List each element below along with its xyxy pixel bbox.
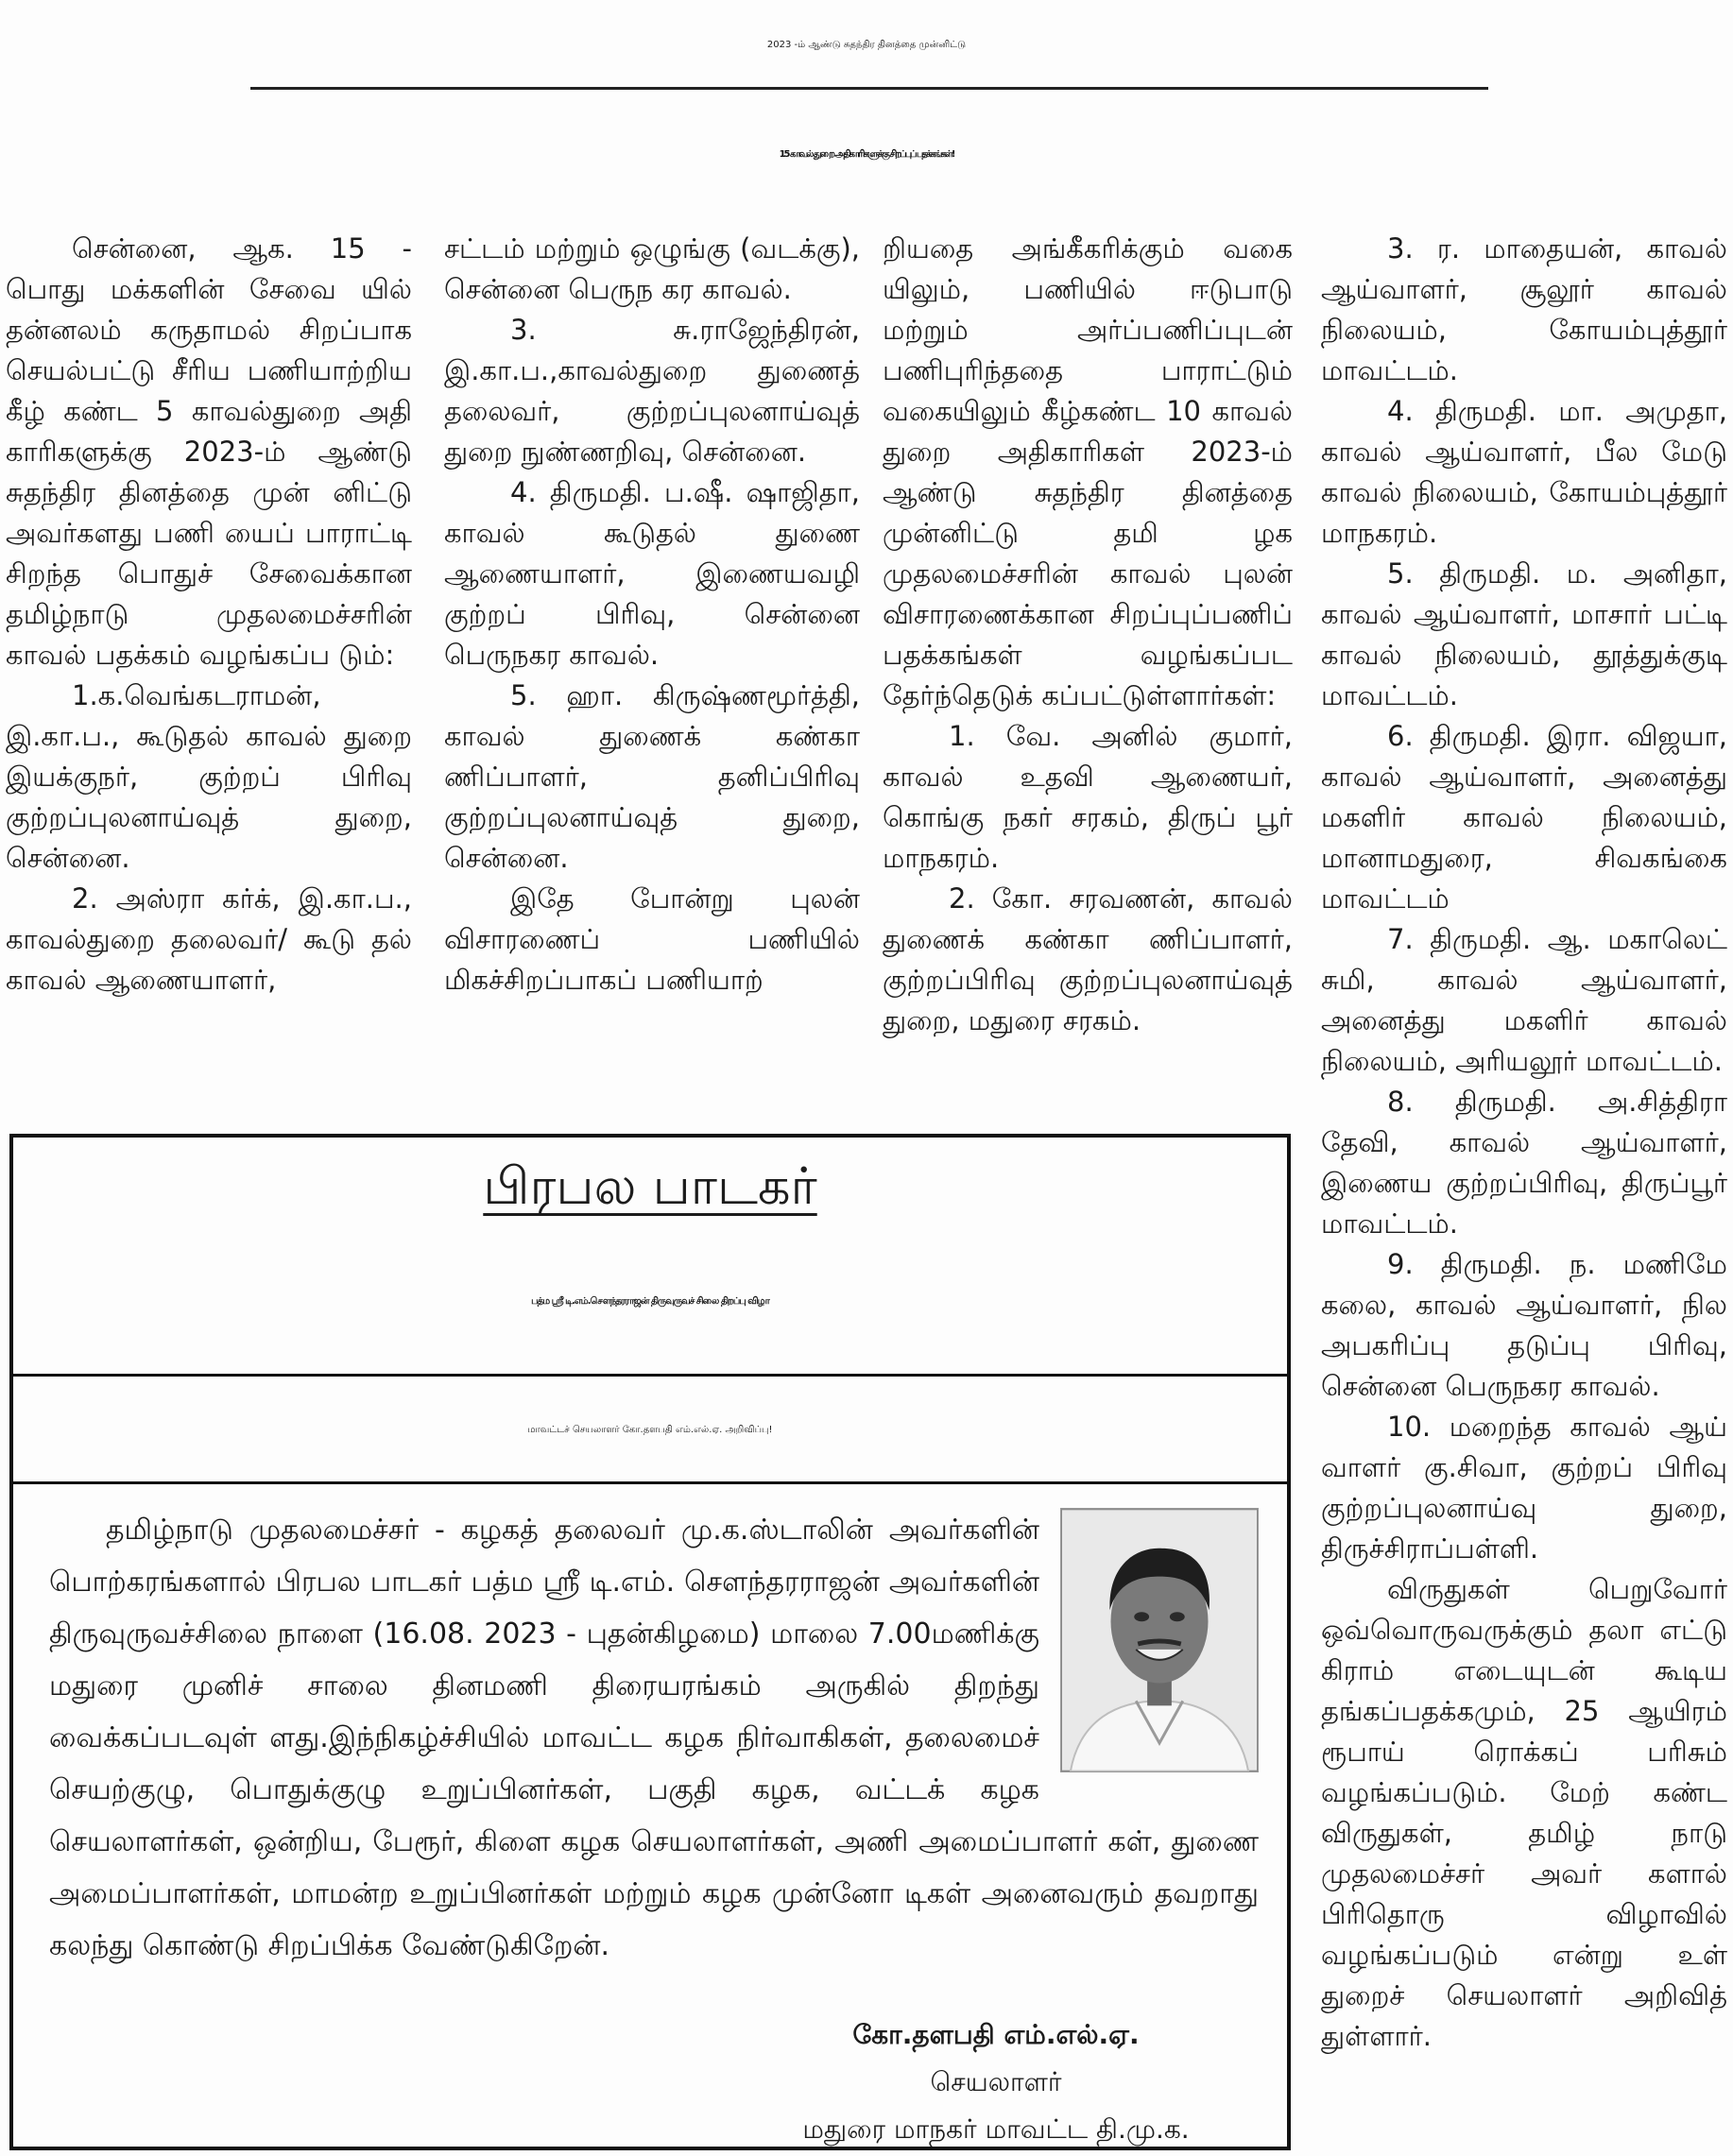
portrait-photo-frame <box>1060 1508 1259 1772</box>
announcement-divider <box>13 1374 1287 1377</box>
article-paragraph: 7. திருமதி. ஆ. மகாலெட் சுமி, காவல் ஆய்வாளர், அனைத்து மகளிர் காவல் நிலையம், அரியலூர் மாவட்டம். <box>1321 923 1727 1077</box>
article-paragraph: 2. கோ. சரவணன், காவல் துணைக் கண்கா ணிப்பாளர், குற்றப்பிரிவு குற்றப்புலனாய்வுத் துறை, மதுரை சரகம். <box>883 882 1293 1036</box>
signature-organization: மதுரை மாநகர் மாவட்ட தி.மு.க. <box>802 2113 1190 2145</box>
article-paragraph: 1.க.வெங்கடராமன், இ.கா.ப., கூடுதல் காவல் துறை இயக்குநர், குற்றப் பிரிவு குற்றப்புலனாய்வுத் துறை, சென்னை. <box>6 679 412 874</box>
article-paragraph: சட்டம் மற்றும் ஒழுங்கு (வடக்கு), சென்னை பெருந கர காவல். <box>444 232 860 305</box>
announcement-kicker-text: பிரபல பாடகர் <box>483 1156 817 1216</box>
signature-name: கோ.தளபதி எம்.எல்.ஏ. <box>852 2019 1140 2050</box>
announcement-box <box>9 1134 1291 2150</box>
announcement-subtitle: மாவட்டச் செயலாளர் கோ.தளபதி எம்.எல்.ஏ. அறிவிப்பு! <box>527 1425 773 1435</box>
article-paragraph: 4. திருமதி. ப.ஷீ. ஷாஜிதா, காவல் கூடுதல் துணை ஆணையாளர், இணையவழி குற்றப் பிரிவு, சென்னை பெருநகர காவல். <box>444 476 860 671</box>
article-column-2 <box>444 229 860 1001</box>
portrait-photo <box>1060 1508 1259 1772</box>
kicker-underline <box>250 87 1488 90</box>
article-paragraph: 1. வே. அனில் குமார், காவல் உதவி ஆணையர், கொங்கு நகர் சரகம், திருப் பூர் மாநகரம். <box>883 720 1293 874</box>
signature-role: செயலாளர் <box>930 2066 1062 2097</box>
article-paragraph: 10. மறைந்த காவல் ஆய் வாளர் கு.சிவா, குற்றப் பிரிவு குற்றப்புலனாய்வு துறை, திருச்சிராப்பள்ளி. <box>1321 1411 1727 1565</box>
article-column-4 <box>1321 229 1727 2057</box>
article-paragraph: விருதுகள் பெறுவோர் ஒவ்வொருவருக்கும் தலா எட்டு கிராம் எடையுடன் கூடிய தங்கப்பதக்கமும், 25 ஆயிரம் ரூபாய் ரொக்கப் பரிசும் வழங்கப்படும். மேற் கண்ட விருதுகள், தமிழ் நாடு முதலமைச்சர் அவர் களால் பிரிதொரு விழாவில் வழங்கப்படும் என்று உள் துறைச் செயலாளர் அறிவித் துள்ளார். <box>1321 1573 1727 2052</box>
article-kicker: 2023 -ம் ஆண்டு சுதந்திர தினத்தை முன்னிட்டு <box>766 40 967 50</box>
article-paragraph: 6. திருமதி. இரா. விஜயா, காவல் ஆய்வாளர், அனைத்து மகளிர் காவல் நிலையம், மானாமதுரை, சிவகங்கை மாவட்டம் <box>1321 720 1727 915</box>
announcement-divider <box>13 1481 1287 1484</box>
article-column-1 <box>6 229 412 1001</box>
article-paragraph: 5. ஹா. கிருஷ்ணமூர்த்தி, காவல் துணைக் கண்கா ணிப்பாளர், தனிப்பிரிவு குற்றப்புலனாய்வுத் துறை, சென்னை. <box>444 679 860 874</box>
article-paragraph: 3. சு.ராஜேந்திரன், இ.கா.ப.,காவல்துறை துணைத் தலைவர், குற்றப்புலனாய்வுத் துறை நுண்ணறிவு, சென்னை. <box>444 314 860 468</box>
article-paragraph: 8. திருமதி. அ.சித்திரா தேவி, காவல் ஆய்வாளர், இணைய குற்றப்பிரிவு, திருப்பூர் மாவட்டம். <box>1321 1086 1727 1240</box>
article-paragraph: 3. ர. மாதையன், காவல் ஆய்வாளர், சூலூர் காவல் நிலையம், கோயம்புத்தூர் மாவட்டம். <box>1321 232 1727 386</box>
announcement-paragraph: தமிழ்நாடு முதலமைச்சர் - கழகத் தலைவர் மு.க.ஸ்டாலின் அவர்களின் பொற்கரங்களால் பிரபல பாடகர் பத்ம ஸ்ரீ டி.எம். சௌந்தரராஜன் அவர்களின் திருவுருவச்சிலை நாளை (16.08. 2023 - புதன்கிழமை) மாலை 7.00மணிக்கு மதுரை முனிச் சாலை தினமணி திரையரங்கம் அருகில் திறந்து வைக்கப்படவுள் ளது.இந்நிகழ்ச்சியில் மாவட்ட கழக நிர்வாகிகள், தலைமைச் செயற்குழு, பொதுக்குழு உறுப்பினர்கள், பகுதி கழக, வட்டக் கழக செயலாளர்கள், ஒன்றிய, பேரூர், கிளை கழக செயலாளர்கள், அணி அமைப்பாளர் கள், துணை அமைப்பாளர்கள், மாமன்ற உறுப்பினர்கள் மற்றும் கழக முன்னோ டிகள் அனைவரும் தவறாது கலந்து கொண்டு சிறப்பிக்க வேண்டுகிறேன். <box>49 1514 1259 1962</box>
announcement-title: பத்ம ஸ்ரீ டி.எம்.சௌந்தரராஜன் திருவுருவச் சிலை திறப்பு விழா <box>531 1296 769 1307</box>
article-paragraph: சென்னை, ஆக. 15 - பொது மக்களின் சேவை யில் தன்னலம் கருதாமல் சிறப்பாக செயல்பட்டு சீரிய பணியாற்றிய கீழ் கண்ட 5 காவல்துறை அதி காரிகளுக்கு 2023-ம் ஆண்டு சுதந்திர தினத்தை முன் னிட்டு அவர்களது பணி யைப் பாராட்டி சிறந்த பொதுச் சேவைக்கான தமிழ்நாடு முதலமைச்சரின் காவல் பதக்கம் வழங்கப்ப டும்: <box>6 232 412 671</box>
article-paragraph: 9. திருமதி. ந. மணிமே கலை, காவல் ஆய்வாளர், நில அபகரிப்பு தடுப்பு பிரிவு, சென்னை பெருநகர காவல். <box>1321 1248 1727 1402</box>
article-paragraph: 4. திருமதி. மா. அமுதா, காவல் ஆய்வாளர், பீல மேடு காவல் நிலையம், கோயம்புத்தூர் மாநகரம். <box>1321 395 1727 549</box>
article-paragraph: 2. அஸ்ரா கர்க், இ.கா.ப., காவல்துறை தலைவர்/ கூடு தல் காவல் ஆணையாளர், <box>6 882 412 996</box>
article-column-3 <box>883 229 1293 1041</box>
announcement-kicker <box>13 1156 1287 1217</box>
article-paragraph: 5. திருமதி. ம. அனிதா, காவல் ஆய்வாளர், மாசார் பட்டி காவல் நிலையம், தூத்துக்குடி மாவட்டம். <box>1321 557 1727 711</box>
article-headline: 15 காவல் துறை அதிகாரிகளுக்கு சிறப்புப் பதக்கங்கள்! <box>779 149 954 160</box>
article-paragraph: றியதை அங்கீகரிக்கும் வகை யிலும், பணியில் ஈடுபாடு மற்றும் அர்ப்பணிப்புடன் பணிபுரிந்ததை பாராட்டும் வகையிலும் கீழ்கண்ட 10 காவல் துறை அதிகாரிகள் 2023-ம் ஆண்டு சுதந்திர தினத்தை முன்னிட்டு தமி ழக முதலமைச்சரின் காவல் புலன் விசாரணைக்கான சிறப்புப்பணிப் பதக்கங்கள் வழங்கப்பட தேர்ந்தெடுக் கப்பட்டுள்ளார்கள்: <box>883 232 1293 711</box>
announcement-body <box>49 1504 1259 1972</box>
article-paragraph: இதே போன்று புலன் விசாரணைப் பணியில் மிகச்சிறப்பாகப் பணியாற் <box>444 882 860 996</box>
